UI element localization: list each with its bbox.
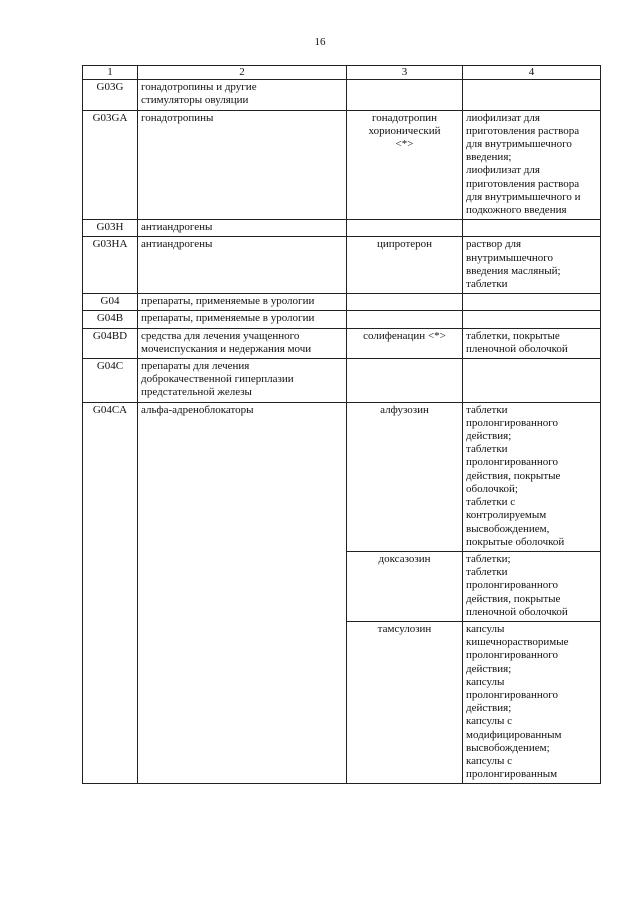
inn-cell: солифенацин <*>: [347, 328, 463, 358]
inn-cell: [347, 80, 463, 110]
table-row: [83, 402, 601, 551]
inn-cell: тамсулозин: [347, 621, 463, 783]
atc-code-cell: G03H: [83, 220, 138, 237]
atc-code-cell: G04C: [83, 359, 138, 403]
column-header-1: 1: [83, 66, 138, 80]
atc-code-cell: G04: [83, 294, 138, 311]
table-row: [83, 80, 601, 110]
atc-code-cell: G04CA: [83, 402, 138, 784]
group-cell: средства для лечения учащенного мочеиспускания и недержания мочи: [138, 328, 347, 358]
column-header-2: 2: [138, 66, 347, 80]
group-cell: антиандрогены: [138, 237, 347, 294]
group-cell: препараты, применяемые в урологии: [138, 311, 347, 328]
table-row: [83, 294, 601, 311]
dosage-form-cell: [463, 294, 601, 311]
inn-cell: гонадотропин хорионический <*>: [347, 110, 463, 220]
inn-cell: [347, 294, 463, 311]
atc-code-cell: G04BD: [83, 328, 138, 358]
group-cell: альфа-адреноблокаторы: [138, 402, 347, 784]
table-row: [83, 328, 601, 358]
atc-code-cell: G03GA: [83, 110, 138, 220]
dosage-form-cell: таблетки, покрытые пленочной оболочкой: [463, 328, 601, 358]
dosage-form-cell: лиофилизат для приготовления раствора для внутримышечного введения; лиофилизат для приготовления раствора для внутримышечного и подкожного введения: [463, 110, 601, 220]
dosage-form-cell: [463, 311, 601, 328]
inn-cell: [347, 311, 463, 328]
dosage-form-cell: капсулы кишечнорастворимые пролонгированного действия; капсулы пролонгированного действия; капсулы с модифицированным высвобождением; капсулы с пролонгированным: [463, 621, 601, 783]
atc-code-cell: G03G: [83, 80, 138, 110]
inn-cell: ципротерон: [347, 237, 463, 294]
inn-cell: алфузозин: [347, 402, 463, 551]
atc-code-cell: G04B: [83, 311, 138, 328]
dosage-form-cell: таблетки; таблетки пролонгированного действия, покрытые пленочной оболочкой: [463, 551, 601, 621]
dosage-form-cell: таблетки пролонгированного действия; таблетки пролонгированного действия, покрытые оболочкой; таблетки с контролируемым высвобождением, покрытые оболочкой: [463, 402, 601, 551]
table-row: [83, 237, 601, 294]
inn-cell: [347, 220, 463, 237]
dosage-form-cell: [463, 80, 601, 110]
inn-cell: [347, 359, 463, 403]
drug-table: [82, 65, 601, 784]
table-row: [83, 220, 601, 237]
group-cell: антиандрогены: [138, 220, 347, 237]
dosage-form-cell: раствор для внутримышечного введения масляный; таблетки: [463, 237, 601, 294]
column-header-4: 4: [463, 66, 601, 80]
dosage-form-cell: [463, 359, 601, 403]
table-row: [83, 359, 601, 403]
header-row: [83, 66, 601, 80]
table-row: [83, 110, 601, 220]
inn-cell: доксазозин: [347, 551, 463, 621]
page-number: 16: [314, 36, 326, 48]
group-cell: гонадотропины и другие стимуляторы овуляции: [138, 80, 347, 110]
dosage-form-cell: [463, 220, 601, 237]
group-cell: гонадотропины: [138, 110, 347, 220]
table-row: [83, 311, 601, 328]
column-header-3: 3: [347, 66, 463, 80]
group-cell: препараты, применяемые в урологии: [138, 294, 347, 311]
group-cell: препараты для лечения доброкачественной гиперплазии предстательной железы: [138, 359, 347, 403]
atc-code-cell: G03HA: [83, 237, 138, 294]
